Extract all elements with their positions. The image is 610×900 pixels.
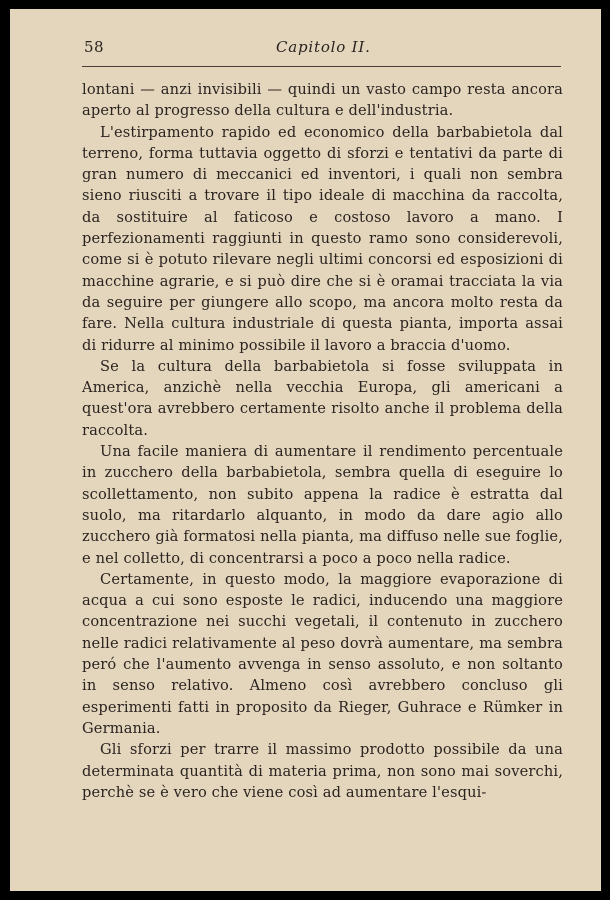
running-head: Capitolo II. xyxy=(276,38,371,56)
paragraph: Gli sforzi per trarre il massimo prodotto possibile da una determinata quantità di materia prima, non sono mai soverchi, perchè se è vero che viene così ad aumentare l'esqui- xyxy=(82,741,563,801)
paragraph: Certamente, in questo modo, la maggiore evaporazione di acqua a cui sono esposte le radici, inducendo una maggiore concentrazione nei succhi vegetali, il contenuto in zucchero nelle radici relativamente al peso dovrà aumentare, ma sembra peró che l'aumento avvenga in senso assoluto, e non soltanto in senso relativo. Almeno così avrebbero concluso gli esperimenti fatti in proposito da Rieger, Guhrace e Rümker in Germania. xyxy=(82,570,563,737)
book-page xyxy=(10,9,601,891)
paragraph: Se la cultura della barbabietola si fosse sviluppata in America, anzichè nella vecchia Europa, gli americani a quest'ora avrebbero certamente risolto anche il problema della raccolta. xyxy=(82,357,563,439)
paragraph: Una facile maniera di aumentare il rendimento percentuale in zucchero della barbabietola, sembra quella di eseguire lo scollettamento, non subito appena la radice è estratta dal suolo, ma ritardarlo alquanto, in modo da dare agio allo zucchero già formatosi nella pianta, ma diffuso nelle sue foglie, e nel colletto, di concentrarsi a poco a poco nella radice. xyxy=(82,443,563,567)
paragraph-continued: lontani — anzi invisibili — quindi un vasto campo resta ancora aperto al progresso della cultura e dell'industria. xyxy=(82,81,563,120)
page-header xyxy=(82,36,561,67)
paragraph: L'estirpamento rapido ed economico della barbabietola dal terreno, forma tuttavia oggetto di sforzi e tentativi da parte di gran numero di meccanici ed inventori, i quali non sembra sieno riusciti a trovare il tipo ideale di macchina da raccolta, da sostituire al faticoso e costoso lavoro a mano. I perfezionamenti raggiunti in questo ramo sono considerevoli, come si è potuto rilevare negli ultimi concorsi ed esposizioni di macchine agrarie, e si può dire che si è oramai tracciata la via da seguire per giungere allo scopo, ma ancora molto resta da fare. Nella cultura industriale di questa pianta, importa assai di ridurre al minimo possibile il lavoro a braccia d'uomo. xyxy=(82,123,563,354)
page-number: 58 xyxy=(84,38,105,56)
body-text xyxy=(82,79,563,803)
